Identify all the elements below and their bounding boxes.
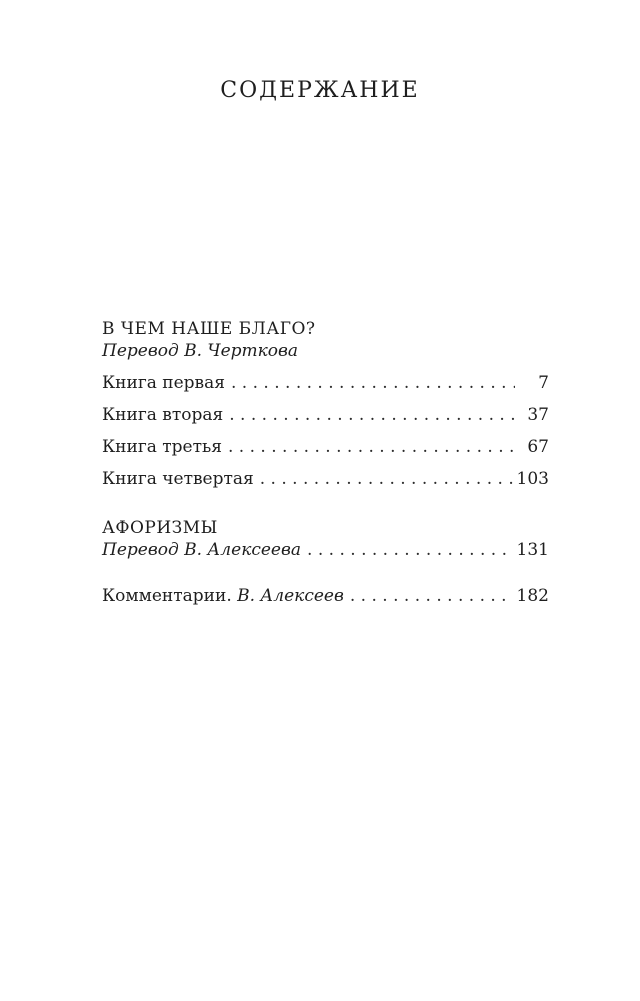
dot-leader	[350, 585, 513, 607]
toc-entry-label	[102, 585, 344, 607]
toc-entry-label: Перевод В. Алексеева	[102, 540, 302, 560]
table-of-contents	[102, 318, 549, 607]
commentary-author: В. Алексеев	[237, 586, 344, 606]
toc-entry-label: Книга третья	[102, 437, 222, 457]
toc-entry-label: Книга четвертая	[102, 469, 254, 489]
toc-entry-page: 7	[538, 373, 549, 393]
toc-section-1	[102, 318, 549, 490]
section-heading: АФОРИЗМЫ	[102, 518, 218, 538]
toc-entry-book-1[interactable]	[102, 372, 549, 394]
toc-entry-page: 103	[516, 469, 549, 489]
toc-entry-book-3[interactable]	[102, 436, 549, 458]
page-title: СОДЕРЖАНИЕ	[220, 78, 420, 103]
dot-leader	[260, 468, 513, 490]
toc-entry-aphorisms[interactable]	[102, 539, 549, 561]
toc-entry-commentary[interactable]	[102, 585, 549, 607]
toc-entry-label: Книга вторая	[102, 405, 224, 425]
dot-leader	[229, 404, 515, 426]
toc-entry-label: Книга первая	[102, 373, 225, 393]
dot-leader	[307, 539, 513, 561]
toc-entry-page: 182	[516, 586, 549, 606]
dot-leader	[228, 436, 515, 458]
section-heading: В ЧЕМ НАШЕ БЛАГО?	[102, 319, 316, 339]
toc-entry-page: 67	[527, 437, 549, 457]
section-translator: Перевод В. Черткова	[102, 341, 299, 361]
dot-leader	[231, 372, 515, 394]
commentary-label: Комментарии.	[102, 586, 232, 606]
toc-entry-book-2[interactable]	[102, 404, 549, 426]
toc-entry-page: 37	[527, 405, 549, 425]
toc-entry-page: 131	[516, 540, 549, 560]
toc-section-2	[102, 517, 549, 561]
toc-entry-book-4[interactable]	[102, 468, 549, 490]
